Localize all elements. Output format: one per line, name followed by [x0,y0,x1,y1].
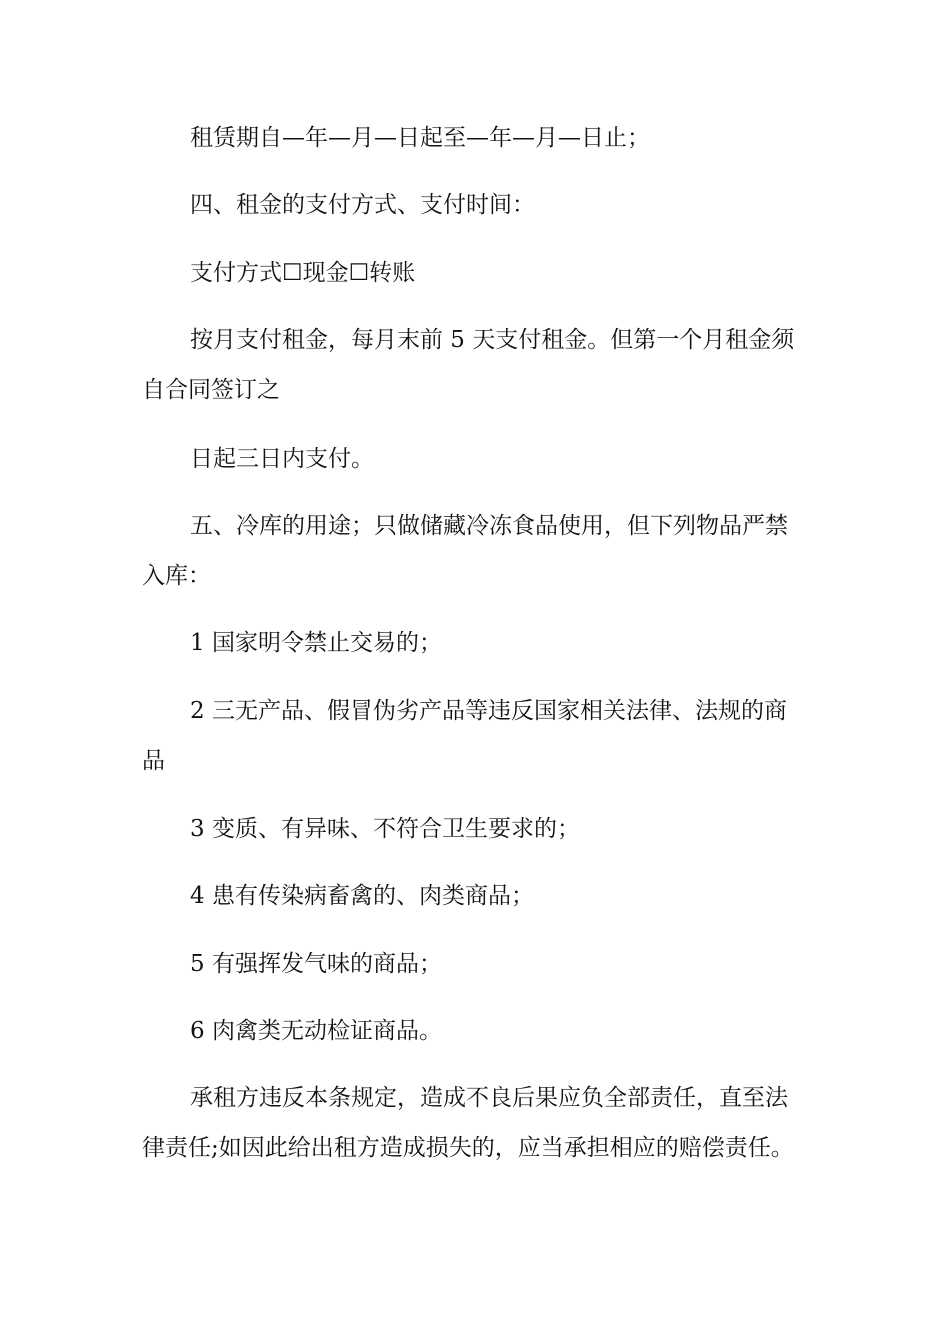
paragraph-monthly-payment: 按月支付租金，每月末前 5 天支付租金。但第一个月租金须自合同签订之 [142,327,795,403]
paragraph-lease-term: 租赁期自—年—月—日起至—年—月—日止； [190,125,650,151]
list-item-1: 1 国家明令禁止交易的； [190,630,442,656]
list-item-2: 2 三无产品、假冒伪劣产品等违反国家相关法律、法规的商品 [142,698,787,774]
list-item-4: 4 患有传染病畜禽的、肉类商品； [190,883,534,909]
list-item-6: 6 肉禽类无动检证商品。 [190,1018,442,1044]
list-item-3: 3 变质、有异味、不符合卫生要求的； [190,816,580,842]
paragraph-payment-deadline: 日起三日内支付。 [190,446,374,472]
paragraph-payment-method: 支付方式☐现金☐转账 [190,260,416,286]
paragraph-section-4-heading: 四、租金的支付方式、支付时间： [190,192,535,218]
paragraph-section-5-heading: 五、冷库的用途；只做储藏冷冻食品使用，但下列物品严禁入库： [142,513,788,589]
list-item-5: 5 有强挥发气味的商品； [190,951,442,977]
paragraph-liability: 承租方违反本条规定，造成不良后果应负全部责任，直至法律责任;如因此给出租方造成损失的，应当承担相应的赔偿责任。 [142,1085,794,1161]
